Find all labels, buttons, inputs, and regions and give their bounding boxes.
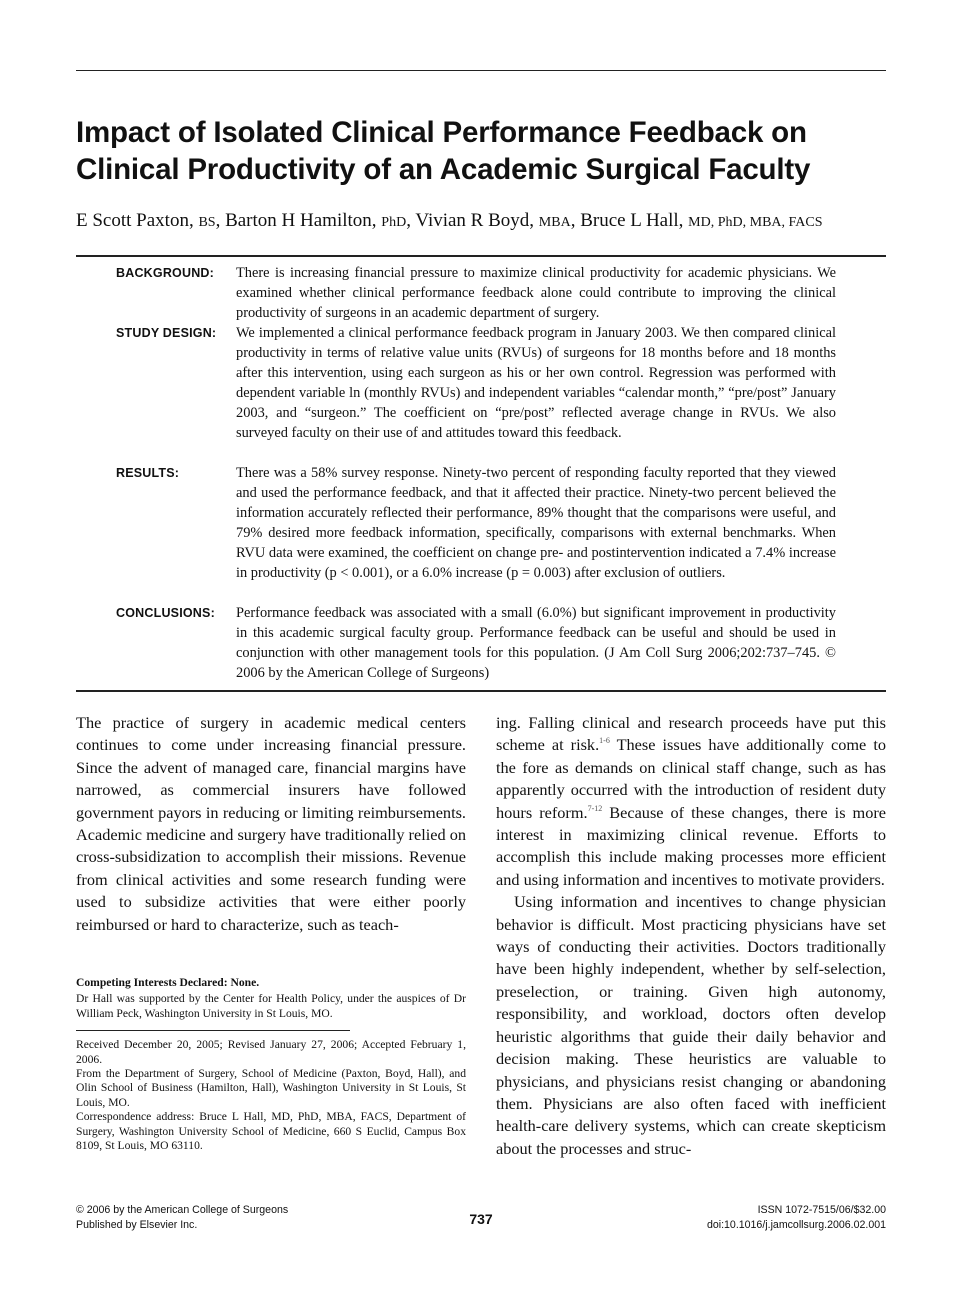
page-number: 737 — [469, 1211, 493, 1227]
affiliation-note: From the Department of Surgery, School of Medicine (Paxton, Boyd, Hall), and Olin School of Business (Hamilton, Hall), Washington University in St Louis, St Louis, MO. — [76, 1067, 466, 1109]
received-dates: Received December 20, 2005; Revised January 27, 2006; Accepted February 1, 2006. — [76, 1038, 466, 1066]
abstract-text: Performance feedback was associated with a small (6.0%) but significant improvement in productivity in this academic surgical faculty group. Performance feedback can be useful and should be used in conjunction with other management tools for this population. (J Am Coll Surg 2006;202:737–745. © 2006 by the American College of Surgeons) — [236, 605, 836, 681]
top-rule — [76, 70, 886, 71]
abstract-label: STUDY DESIGN: — [116, 326, 217, 340]
body-text: These issues have additionally come to the fore as demands on clinical staff change, such as has apparently occurred with the introduction of resident duty hours reform. — [496, 735, 886, 822]
abstract-label: RESULTS: — [116, 466, 180, 480]
abstract-label: CONCLUSIONS: — [116, 606, 215, 620]
author-name: Barton H Hamilton — [225, 210, 372, 231]
citation-reference[interactable]: 7-12 — [587, 803, 603, 813]
author-degrees: PhD — [381, 215, 407, 230]
author-name: E Scott Paxton — [76, 210, 189, 231]
body-paragraph: Using information and incentives to change physician behavior is difficult. Most practicing physicians have set ways of conducting their activities. Doctors traditionally have been highly independent, whether by self-selection, preselection, or training. Given high autonomy, responsibility, and workload, doctors often develop heuristic algorithms that guide their daily behavior and decision making. These heuristics are valuable to physicians, and physicians resist changing or abandoning them. Physicians are also often faced with inefficient health-care delivery systems, which can create skepticism about the processes and struc- — [496, 892, 886, 1158]
author-list: E Scott Paxton, BS, Barton H Hamilton, PhD, Vivian R Boyd, MBA, Bruce L Hall, MD, PhD, MBA, FACS — [76, 210, 823, 231]
footnotes — [76, 976, 466, 1153]
body-column-right — [496, 712, 886, 1160]
author-degrees: MBA — [538, 215, 571, 230]
article-title: Impact of Isolated Clinical Performance Feedback on Clinical Productivity of an Academic Surgical Faculty — [76, 116, 811, 186]
structured-abstract — [76, 255, 886, 692]
author-degrees: MD, PhD, MBA, FACS — [688, 215, 823, 230]
abstract-text: There is increasing financial pressure to maximize clinical productivity for academic physicians. We examined whether clinical performance feedback alone could contribute to improving the clinical productivity of surgeons in an academic department of surgery. — [236, 265, 836, 321]
abstract-text: There was a 58% survey response. Ninety-two percent of responding faculty reported that they viewed and used the performance feedback, and that it affected their practice. Ninety-two percent believed the information accurately reflected their performance, 89% thought that the comparisons were useful, and 79% desired more feedback information, specifically, comparisons with external benchmarks. When RVU data were examined, the coefficient on change pre- and postintervention indicated a 7.4% increase in productivity (p < 0.001), or a 6.0% increase (p = 0.003) after exclusion of outliers. — [236, 465, 836, 581]
doi-link[interactable]: doi:10.1016/j.jamcollsurg.2006.02.001 — [706, 1219, 886, 1231]
abstract-label: BACKGROUND: — [116, 266, 215, 280]
page-footer — [76, 1203, 886, 1235]
competing-interests: Competing Interests Declared: None. — [76, 976, 260, 989]
funding-note: Dr Hall was supported by the Center for Health Policy, under the auspices of Dr William Peck, Washington University in St Louis, MO. — [76, 992, 466, 1020]
body-text: Because of these changes, there is more interest in maximizing clinical revenue. Efforts to accomplish this include making processes more efficient and using information and incentives to motivate providers. — [496, 802, 887, 889]
citation-reference[interactable]: 1-6 — [599, 736, 610, 746]
abstract-text: We implemented a clinical performance feedback program in January 2003. We then compared clinical productivity in terms of relative value units (RVUs) of surgeons for 18 months before and 18 months after this intervention, using each surgeon as his or her own control. Regression was performed with dependent variable ln (monthly RVUs) and independent variables “calendar month,” “pre/post” January 2003, and “surgeon.” The coefficient on “pre/post” reflected average change in RVUs. We also surveyed faculty on their use of and attitudes toward this feedback. — [236, 325, 836, 441]
issn-line: ISSN 1072-7515/06/$32.00 — [757, 1204, 886, 1216]
publisher-line: Published by Elsevier Inc. — [76, 1219, 198, 1231]
author-name: Bruce L Hall — [580, 210, 679, 231]
body-column-left — [76, 712, 466, 936]
copyright-line: © 2006 by the American College of Surgeons — [76, 1204, 289, 1216]
footnote-rule — [76, 1030, 350, 1031]
author-degrees: BS — [198, 215, 216, 230]
body-paragraph: The practice of surgery in academic medical centers continues to come under increasing financial pressure. Since the advent of managed care, financial margins have narrowed, as commercial insurers have followed government payors in reducing or limiting reimbursements. Academic medicine and surgery have traditionally relied on cross-subsidization to accomplish their missions. Revenue from clinical activities and some research funding were used to subsidize activities that were either poorly reimbursed or hard to characterize, such as teach- — [76, 713, 466, 934]
body-text: ing. Falling clinical and research proceeds have put this scheme at risk. — [496, 713, 886, 755]
correspondence-address: Correspondence address: Bruce L Hall, MD, PhD, MBA, FACS, Department of Surgery, Washington University School of Medicine, 660 S Euclid, Campus Box 8109, St Louis, MO 63110. — [76, 1110, 466, 1153]
author-name: Vivian R Boyd — [415, 210, 530, 231]
body-paragraph — [496, 712, 886, 891]
footer-right — [707, 1203, 886, 1233]
